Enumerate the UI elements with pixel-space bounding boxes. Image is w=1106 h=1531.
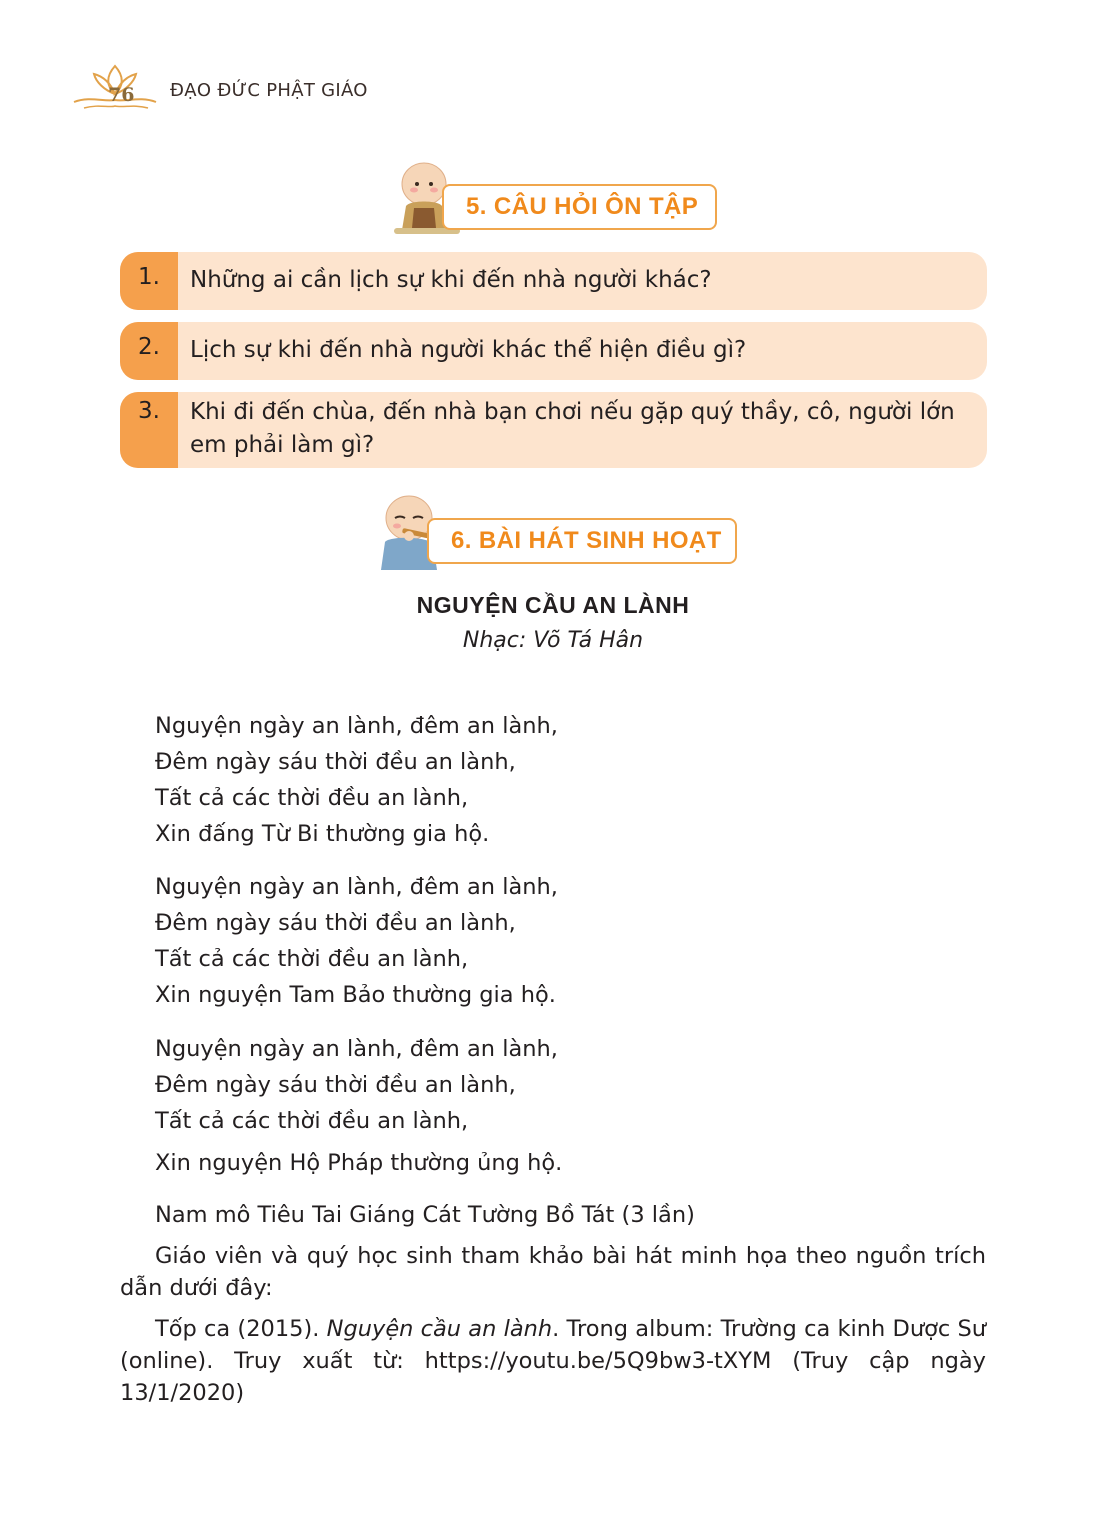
lyric-line: Nguyện ngày an lành, đêm an lành, [155,1036,558,1062]
song-composer: Nhạc: Võ Tá Hân [462,628,644,653]
lyric-line: Xin nguyện Tam Bảo thường gia hộ. [155,982,556,1008]
lyric-line: Nguyện ngày an lành, đêm an lành, [155,874,558,900]
section-heading-text: 6. BÀI HÁT SINH HOẠT [451,527,722,554]
question-item [120,322,987,380]
song-title: NGUYỆN CẦU AN LÀNH [416,592,690,618]
question-text: Những ai cần lịch sự khi đến nhà người khác? [190,267,712,293]
lyric-line: Đêm ngày sáu thời đều an lành, [155,1072,516,1098]
lyric-line: Tất cả các thời đều an lành, [155,946,469,972]
section-heading-box [442,184,717,230]
section-heading-text: 5. CÂU HỎI ÔN TẬP [466,193,699,220]
question-number: 2. [120,322,178,380]
teacher-note: Giáo viên và quý học sinh tham khảo bài hát minh họa theo nguồn trích dẫn dưới đây: [120,1243,986,1301]
section-heading-review [392,178,717,236]
lyric-line: Xin nguyện Hộ Pháp thường ủng hộ. [155,1150,563,1176]
reference-citation [120,1313,986,1409]
song-stanza [155,708,558,852]
question-text: Lịch sự khi đến nhà người khác thể hiện điều gì? [190,337,747,363]
question-item [120,392,987,468]
page-number: 76 [108,84,135,106]
lyric-line: Đêm ngày sáu thời đều an lành, [155,910,516,936]
closing-chant: Nam mô Tiêu Tai Giáng Cát Tường Bồ Tát (3 lần) [155,1202,695,1228]
book-title: ĐẠO ĐỨC PHẬT GIÁO [170,80,368,101]
reference-suffix: . Trong album: Trường ca kinh Dược Sư (online). Truy xuất từ: https://youtu.be/5Q9bw3-tXYM (Truy cập ngày 13/1/2020) [120,1316,986,1406]
lyric-line: Đêm ngày sáu thời đều an lành, [155,749,516,775]
lyric-line: Tất cả các thời đều an lành, [155,1108,469,1134]
question-number: 1. [120,252,178,310]
reference-prefix: Tốp ca (2015). [155,1316,327,1342]
question-text: Khi đi đến chùa, đến nhà bạn chơi nếu gặp quý thầy, cô, người lớn em phải làm gì? [190,399,955,458]
reference-title: Nguyện cầu an lành [326,1316,553,1342]
song-stanza [155,1031,562,1181]
section-heading-box [427,518,737,564]
question-item [120,252,987,310]
lyric-line: Nguyện ngày an lành, đêm an lành, [155,713,558,739]
lyric-line: Tất cả các thời đều an lành, [155,785,469,811]
song-stanza [155,869,558,1013]
lyric-line: Xin đấng Từ Bi thường gia hộ. [155,821,490,847]
section-heading-song [375,512,740,570]
question-number: 3. [120,392,178,468]
